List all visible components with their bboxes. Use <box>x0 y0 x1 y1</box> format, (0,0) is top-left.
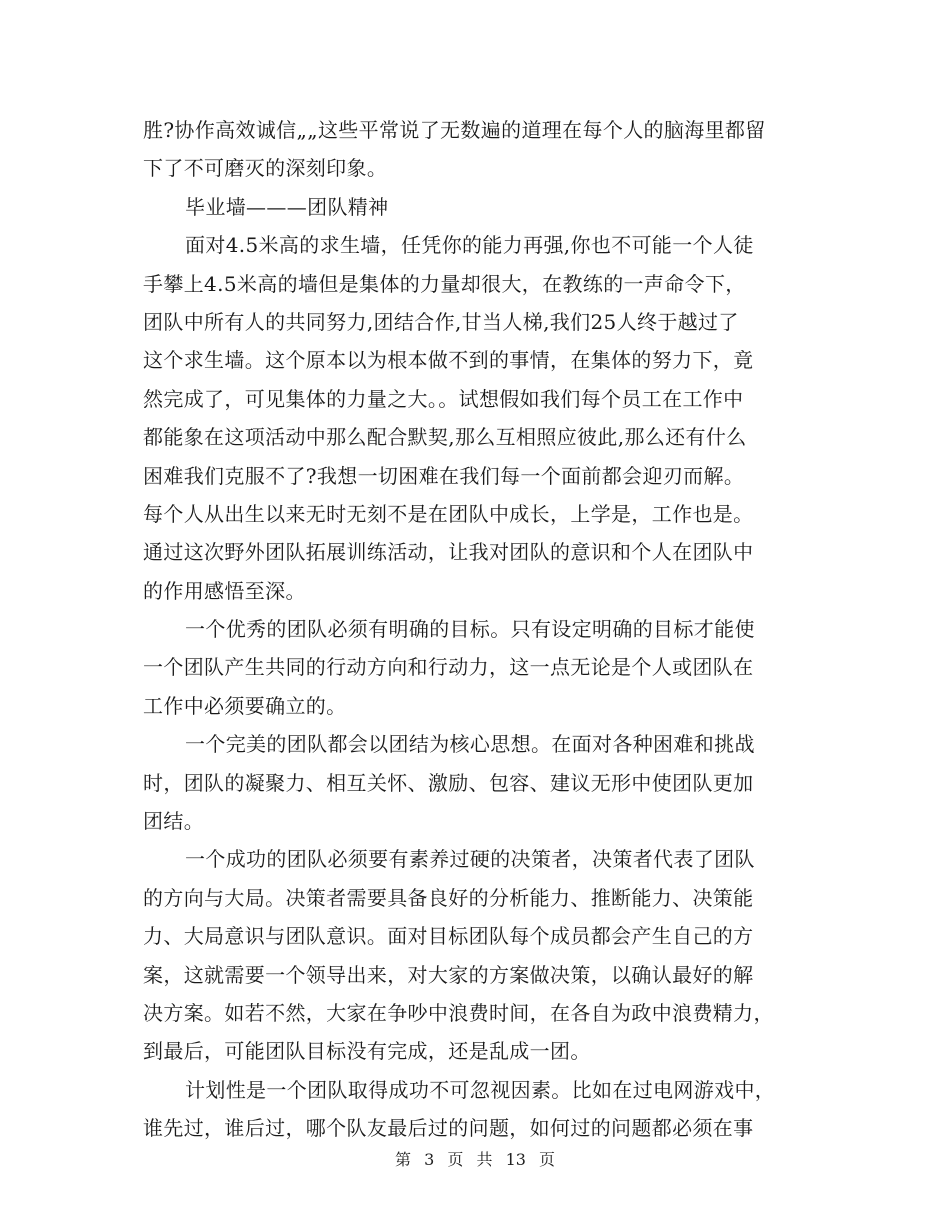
page-footer <box>0 1150 950 1170</box>
text-line: 一个成功的团队必须要有素养过硬的决策者，决策者代表了团队 <box>185 847 755 872</box>
section-heading: 毕业墙———团队精神 <box>185 194 389 219</box>
text-line: 一个团队产生共同的行动方向和行动力，这一点无论是个人或团队在 <box>143 655 754 680</box>
text-line: 决方案。如若不然，大家在争吵中浪费时间，在各自为政中浪费精力， <box>143 1000 774 1025</box>
text-line: 的作用感悟至深。 <box>143 578 306 603</box>
current-page-number: 3 <box>424 1150 435 1169</box>
text-line: 胜?协作高效诚信„„这些平常说了无数遍的道理在每个人的脑海里都留 <box>143 118 766 142</box>
text-line: 一个优秀的团队必须有明确的目标。只有设定明确的目标才能使 <box>185 617 755 642</box>
text-line: 一个完美的团队都会以团结为核心思想。在面对各种困难和挑战 <box>185 732 755 757</box>
text-line: 计划性是一个团队取得成功不可忽视因素。比如在过电网游戏中， <box>185 1077 776 1102</box>
text-line: 手攀上4.5米高的墙但是集体的力量却很大，在教练的一声命令下， <box>143 271 746 296</box>
footer-prefix: 第 <box>394 1150 411 1169</box>
text-line: 通过这次野外团队拓展训练活动，让我对团队的意识和个人在团队中 <box>143 540 754 565</box>
text-line: 团队中所有人的共同努力,团结合作,甘当人梯,我们25人终于越过了 <box>143 309 739 334</box>
footer-suffix: 页 <box>539 1150 556 1169</box>
text-line: 工作中必须要确立的。 <box>143 693 347 718</box>
text-line: 这个求生墙。这个原本以为根本做不到的事情，在集体的努力下，竟 <box>143 348 754 373</box>
text-line: 时，团队的凝聚力、相互关怀、激励、包容、建议无形中使团队更加 <box>143 770 754 795</box>
text-line: 都能象在这项活动中那么配合默契,那么互相照应彼此,那么还有什么 <box>143 425 747 450</box>
text-line: 然完成了，可见集体的力量之大。。试想假如我们每个员工在工作中 <box>143 386 744 411</box>
text-line: 每个人从出生以来无时无刻不是在团队中成长，上学是，工作也是。 <box>143 501 754 526</box>
text-line: 困难我们克服不了?我想一切困难在我们每一个面前都会迎刃而解。 <box>143 463 745 488</box>
text-line: 力、大局意识与团队意识。面对目标团队每个成员都会产生自己的方 <box>143 924 754 949</box>
text-line: 团结。 <box>143 809 205 834</box>
footer-page-word: 页 <box>447 1150 464 1169</box>
footer-total-word: 共 <box>476 1150 493 1169</box>
text-line: 案，这就需要一个领导出来，对大家的方案做决策，以确认最好的解 <box>143 962 754 987</box>
total-page-count: 13 <box>505 1150 526 1169</box>
document-body <box>143 111 803 1148</box>
text-line: 到最后，可能团队目标没有完成，还是乱成一团。 <box>143 1039 591 1064</box>
text-line: 面对4.5米高的求生墙，任凭你的能力再强,你也不可能一个人徒 <box>185 233 754 258</box>
text-line: 的方向与大局。决策者需要具备良好的分析能力、推断能力、决策能 <box>143 885 754 910</box>
text-line: 下了不可磨灭的深刻印象。 <box>143 156 388 181</box>
text-line: 谁先过，谁后过，哪个队友最后过的问题，如何过的问题都必须在事 <box>143 1116 754 1141</box>
